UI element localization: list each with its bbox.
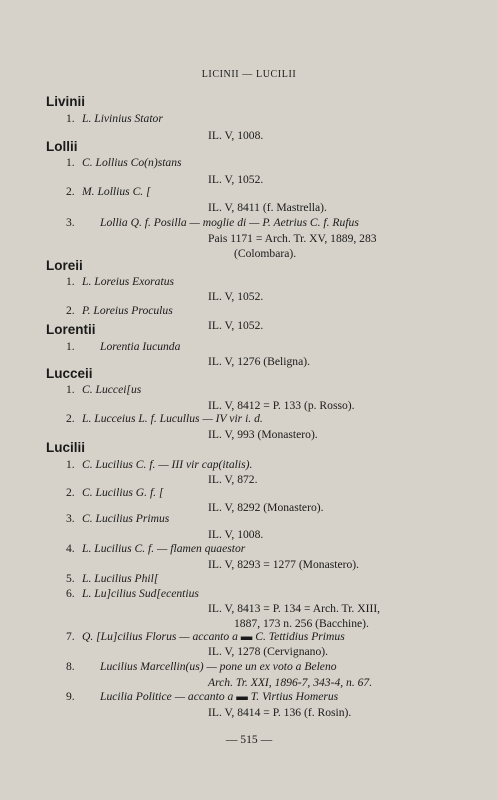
entry-number: 4. [66, 542, 75, 555]
entry-number: 1. [66, 275, 75, 288]
entry-reference: IL. V, 8412 = P. 133 (p. Rosso). [208, 399, 355, 412]
entry-name: C. Luccei[us [82, 383, 142, 396]
group-heading-lollii: Lollii [46, 139, 78, 154]
entry-reference: IL. V, 1278 (Cervignano). [208, 645, 329, 658]
entry-name: L. Loreius Exoratus [82, 275, 175, 288]
entry-reference: IL. V, 8293 = 1277 (Monastero). [208, 558, 360, 571]
entry-reference: IL. V, 872. [208, 473, 258, 486]
entry-name: C. Lucilius G. f. [ [82, 486, 164, 499]
entry-name: L. Livinius Stator [82, 112, 163, 125]
entry-name: L. Lucilius C. f. — flamen quaestor [82, 542, 246, 555]
entry-reference: IL. V, 8414 = P. 136 (f. Rosin). [208, 706, 352, 719]
group-heading-loreii: Loreii [46, 258, 83, 273]
entry-number: 9. [66, 690, 75, 703]
entry-number: 1. [66, 112, 75, 125]
entry-name: Lucilia Politice — accanto a ▬ T. Virtius Homerus [100, 690, 339, 703]
entry-number: 2. [66, 486, 75, 499]
entry-name: Lollia Q. f. Posilla — moglie di — P. Aetrius C. f. Rufus [100, 216, 359, 229]
entry-number: 2. [66, 304, 75, 317]
entry-number: 2. [66, 412, 75, 425]
entry-number: 1. [66, 458, 75, 471]
entry-reference: IL. V, 1008. [208, 528, 264, 541]
entry-name: L. Lu]cilius Sud[ecentius [82, 587, 199, 600]
page-number: — 515 — [225, 733, 273, 746]
group-heading-lucilii: Lucilii [46, 440, 86, 455]
entry-reference: IL. V, 993 (Monastero). [208, 428, 318, 441]
running-head: LICINII — LUCILII [201, 69, 297, 80]
entry-reference: Pais 1171 = Arch. Tr. XV, 1889, 283 [208, 232, 377, 245]
entry-name: M. Lollius C. [ [82, 185, 151, 198]
entry-reference: Arch. Tr. XXI, 1896-7, 343-4, n. 67. [208, 676, 373, 689]
entry-number: 7. [66, 630, 75, 643]
group-heading-lorentii: Lorentii [46, 322, 96, 337]
entry-name: P. Loreius Proculus [82, 304, 173, 317]
entry-reference: IL. V, 1052. [208, 319, 264, 332]
entry-number: 3. [66, 512, 75, 525]
group-heading-lucceii: Lucceii [46, 366, 93, 381]
entry-name: C. Lollius Co(n)stans [82, 156, 182, 169]
entry-reference: IL. V, 1052. [208, 173, 264, 186]
entry-reference: IL. V, 8292 (Monastero). [208, 501, 324, 514]
entry-number: 1. [66, 383, 75, 396]
entry-name: Lorentia Iucunda [100, 340, 181, 353]
entry-number: 6. [66, 587, 75, 600]
entry-reference: IL. V, 8413 = P. 134 = Arch. Tr. XIII, [208, 602, 381, 615]
entry-name: L. Lucilius Phil[ [82, 572, 159, 585]
entry-number: 3. [66, 216, 75, 229]
entry-reference: IL. V, 1052. [208, 290, 264, 303]
entry-name: C. Lucilius Primus [82, 512, 170, 525]
entry-name: Lucilius Marcellin(us) — pone un ex voto a Beleno [100, 660, 337, 673]
entry-reference-cont: 1887, 173 n. 256 (Bacchine). [234, 617, 369, 630]
entry-reference: IL. V, 8411 (f. Mastrella). [208, 201, 327, 214]
entry-name: L. Lucceius L. f. Lucullus — IV vir i. d. [82, 412, 263, 425]
entry-number: 8. [66, 660, 75, 673]
entry-reference: IL. V, 1276 (Beligna). [208, 355, 310, 368]
group-heading-livinii: Livinii [46, 94, 86, 109]
entry-number: 1. [66, 340, 75, 353]
entry-number: 5. [66, 572, 75, 585]
entry-number: 1. [66, 156, 75, 169]
entry-number: 2. [66, 185, 75, 198]
entry-name: C. Lucilius C. f. — III vir cap(italis). [82, 458, 253, 471]
entry-reference: IL. V, 1008. [208, 129, 264, 142]
entry-reference-cont: (Colombara). [234, 247, 297, 260]
entry-name: Q. [Lu]cilius Florus — accanto a ▬ C. Tettidius Primus [82, 630, 345, 643]
